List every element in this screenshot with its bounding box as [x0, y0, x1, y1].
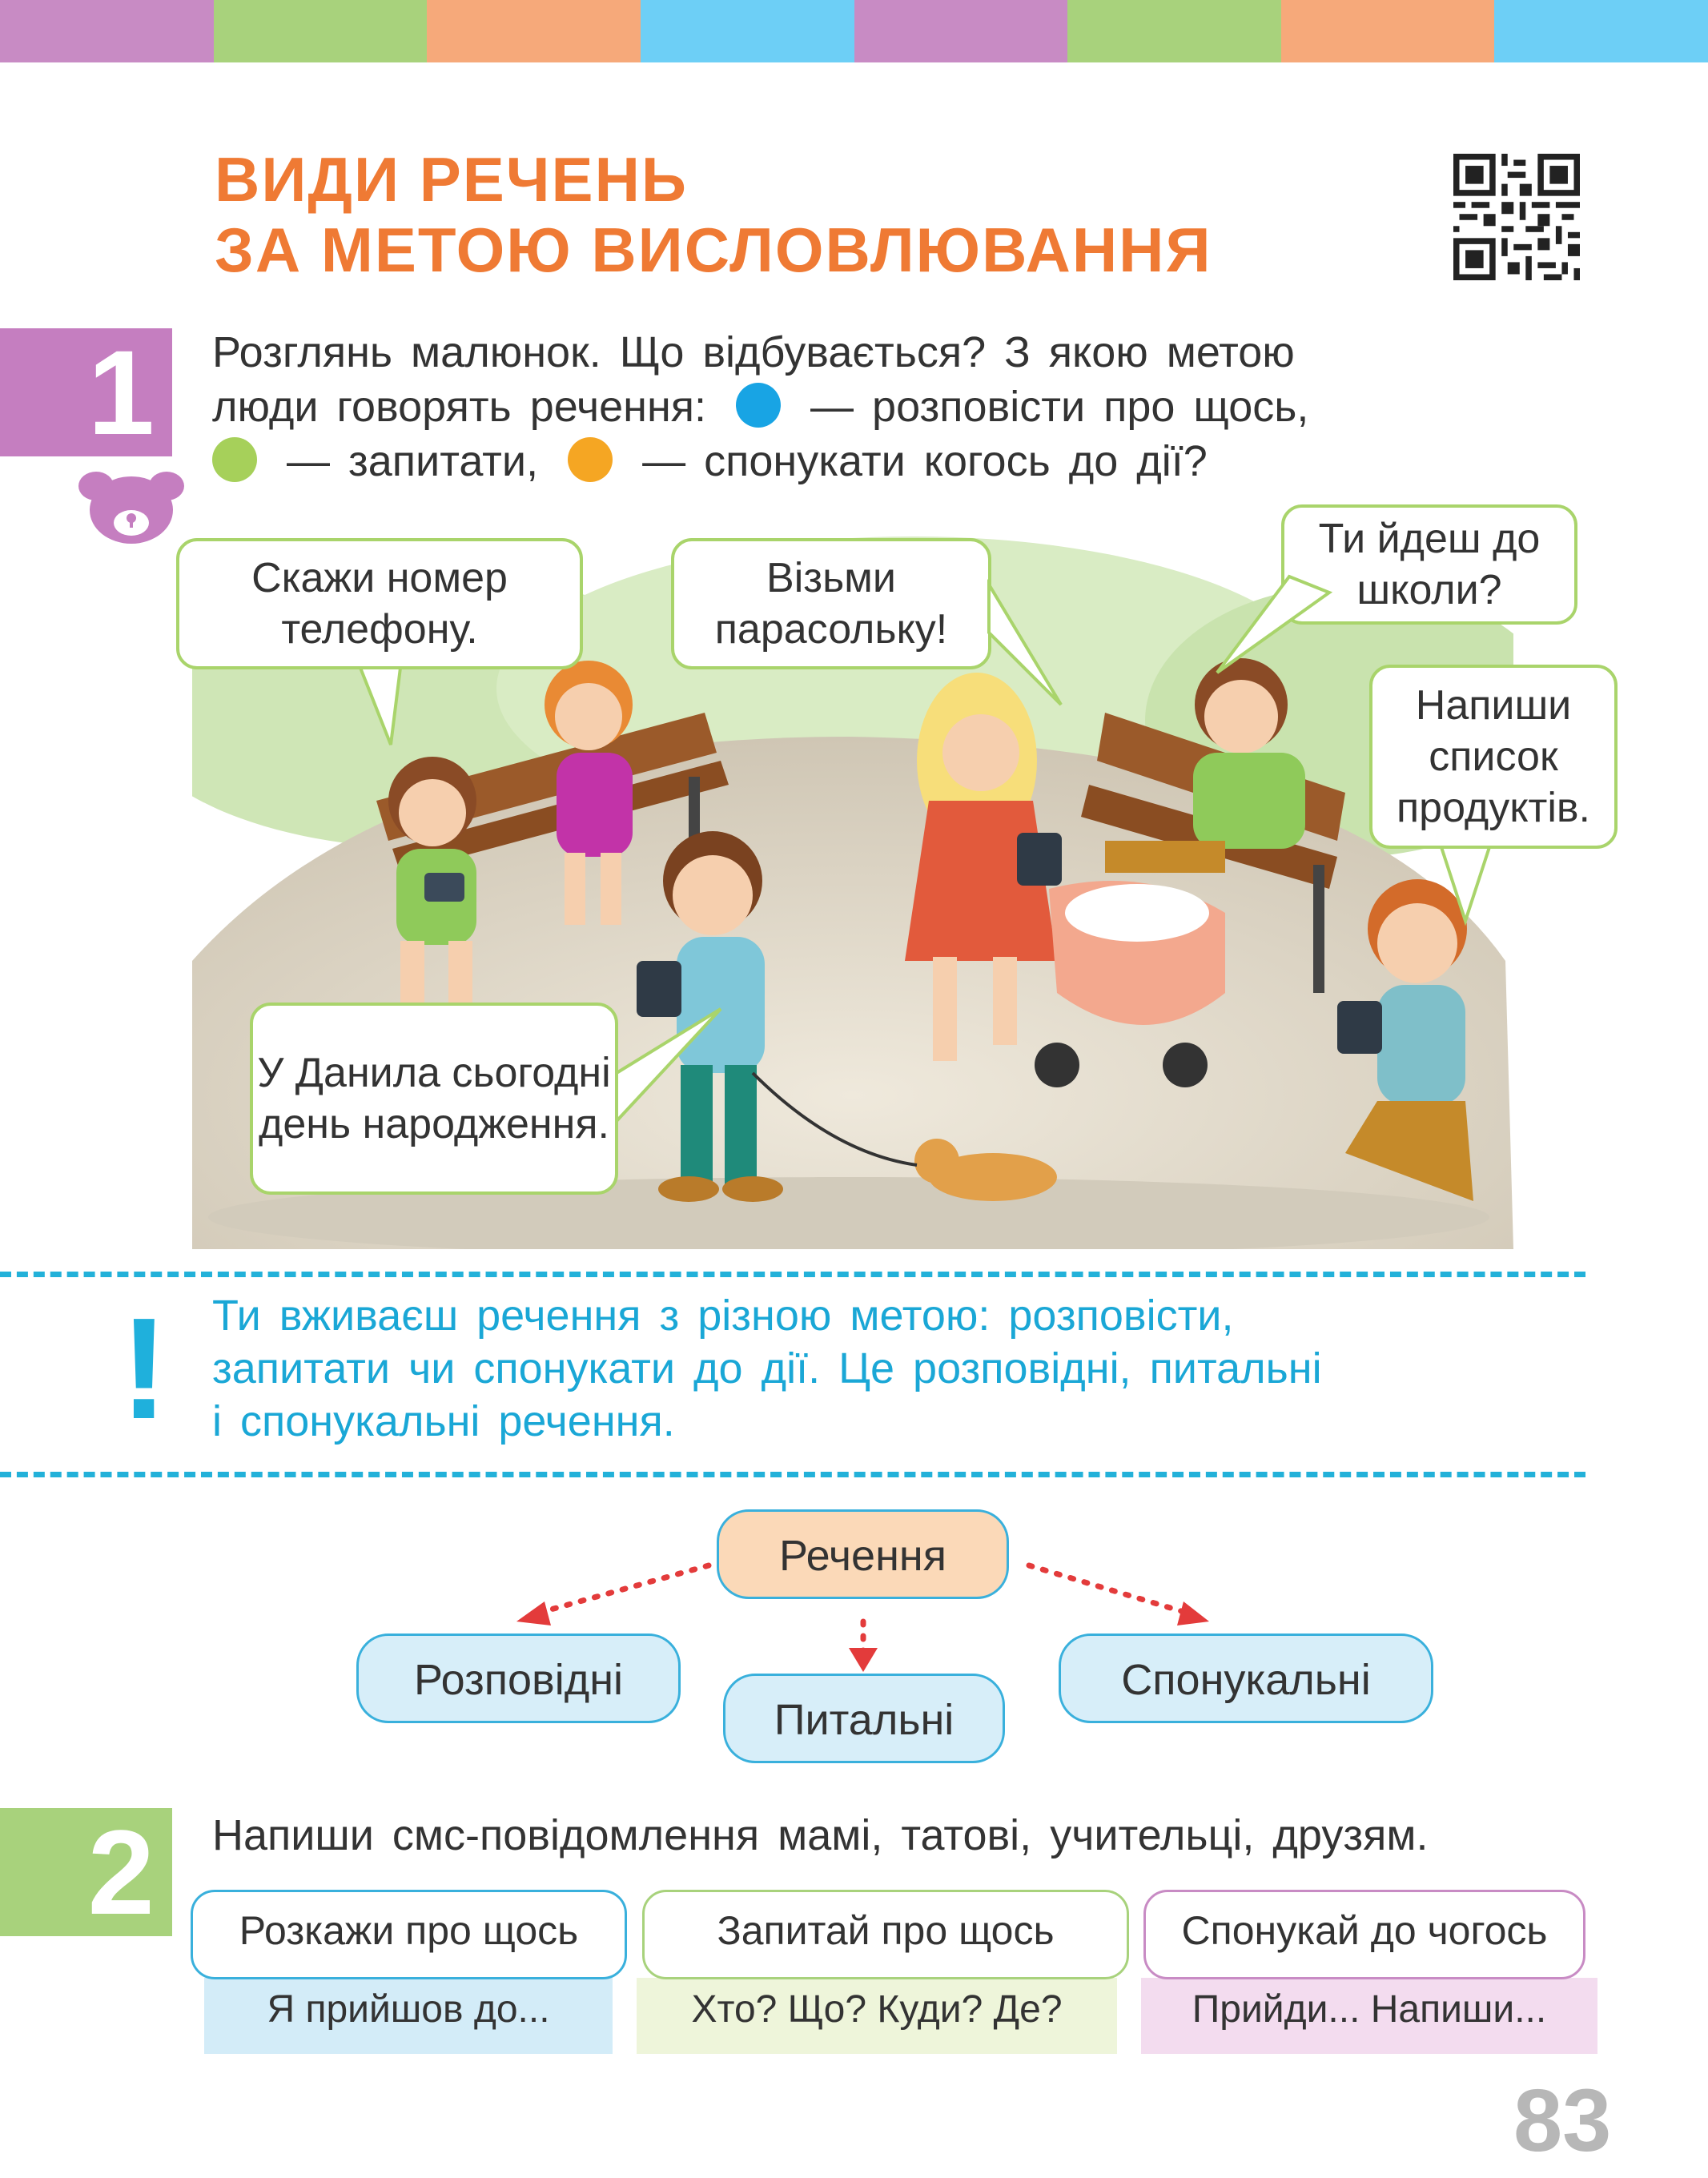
speech-bubble-school: Ти йдеш до школи? [1281, 504, 1577, 625]
example-hint-urge: Прийди... Напиши... [1141, 1978, 1597, 2054]
rule-text [212, 1289, 1533, 1448]
task1-line2 [212, 380, 1533, 434]
strip-segment [214, 0, 428, 62]
dashed-divider-top [0, 1272, 1585, 1277]
strip-segment [854, 0, 1068, 62]
strip-segment [1494, 0, 1708, 62]
example-hint-ask: Хто? Що? Куди? Де? [637, 1978, 1117, 2054]
page-number: 83 [1513, 2072, 1612, 2170]
task1-line3-start: — запитати, [287, 437, 539, 485]
strip-segment [427, 0, 641, 62]
task1-line1: Розглянь малюнок. Що відбувається? З якою метою [212, 328, 1295, 376]
green-dot-icon [212, 437, 257, 482]
task1-line2-start: люди говорять речення: [212, 383, 707, 431]
example-hint-tell: Я прийшов до... [204, 1978, 613, 2054]
orange-dot-icon [568, 437, 613, 482]
page-title-line1: ВИДИ РЕЧЕНЬ [215, 144, 688, 215]
box-tell-about-something: Розкажи про щось [191, 1890, 627, 1979]
blue-dot-icon [736, 383, 781, 428]
speech-bubble-shopping-list: Напиши список продуктів. [1369, 665, 1618, 849]
arrow-left [537, 1565, 709, 1613]
task-number-2: 2 [0, 1808, 172, 1936]
task1-line3 [212, 434, 1533, 488]
exclamation-icon: ! [120, 1288, 168, 1449]
page-title [215, 144, 1416, 285]
task1-text [212, 325, 1533, 488]
task1-line3-end: — спонукати когось до дії? [642, 437, 1208, 485]
strip-segment [0, 0, 214, 62]
task2-text: Напиши смс-повідомлення мамі, татові, учительці, друзям. [212, 1811, 1429, 1859]
bear-face-icon [78, 468, 184, 545]
strip-segment [1281, 0, 1495, 62]
dashed-divider-bottom [0, 1472, 1585, 1477]
box-urge-to-something: Спонукай до чогось [1143, 1890, 1585, 1979]
qr-code-icon[interactable] [1453, 154, 1580, 280]
scheme-root-node: Речення [717, 1509, 1009, 1599]
strip-segment [1067, 0, 1281, 62]
scheme-arrows [0, 1521, 1708, 1682]
task-number-1: 1 [0, 328, 172, 456]
arrow-right [1029, 1565, 1189, 1613]
rule-line3: і спонукальні речення. [212, 1397, 675, 1445]
rule-line2: запитати чи спонукати до дії. Це розповідні, питальні [212, 1344, 1322, 1392]
task1-line2-end: — розповісти про щось, [810, 383, 1309, 431]
scheme-node-declarative: Розповідні [356, 1634, 681, 1723]
speech-bubble-umbrella: Візьми парасольку! [671, 538, 991, 669]
box-ask-about-something: Запитай про щось [642, 1890, 1129, 1979]
scheme-node-interrogative: Питальні [723, 1674, 1005, 1763]
top-color-strip [0, 0, 1708, 62]
rule-line1: Ти вживаєш речення з різною метою: розповісти, [212, 1292, 1234, 1340]
speech-bubble-phone-number: Скажи номер телефону. [176, 538, 583, 669]
page-title-line2: ЗА МЕТОЮ ВИСЛОВЛЮВАННЯ [215, 215, 1212, 285]
speech-bubble-birthday: У Данила сьогодні день народження. [250, 1003, 618, 1195]
scheme-node-imperative: Спонукальні [1059, 1634, 1433, 1723]
strip-segment [641, 0, 854, 62]
